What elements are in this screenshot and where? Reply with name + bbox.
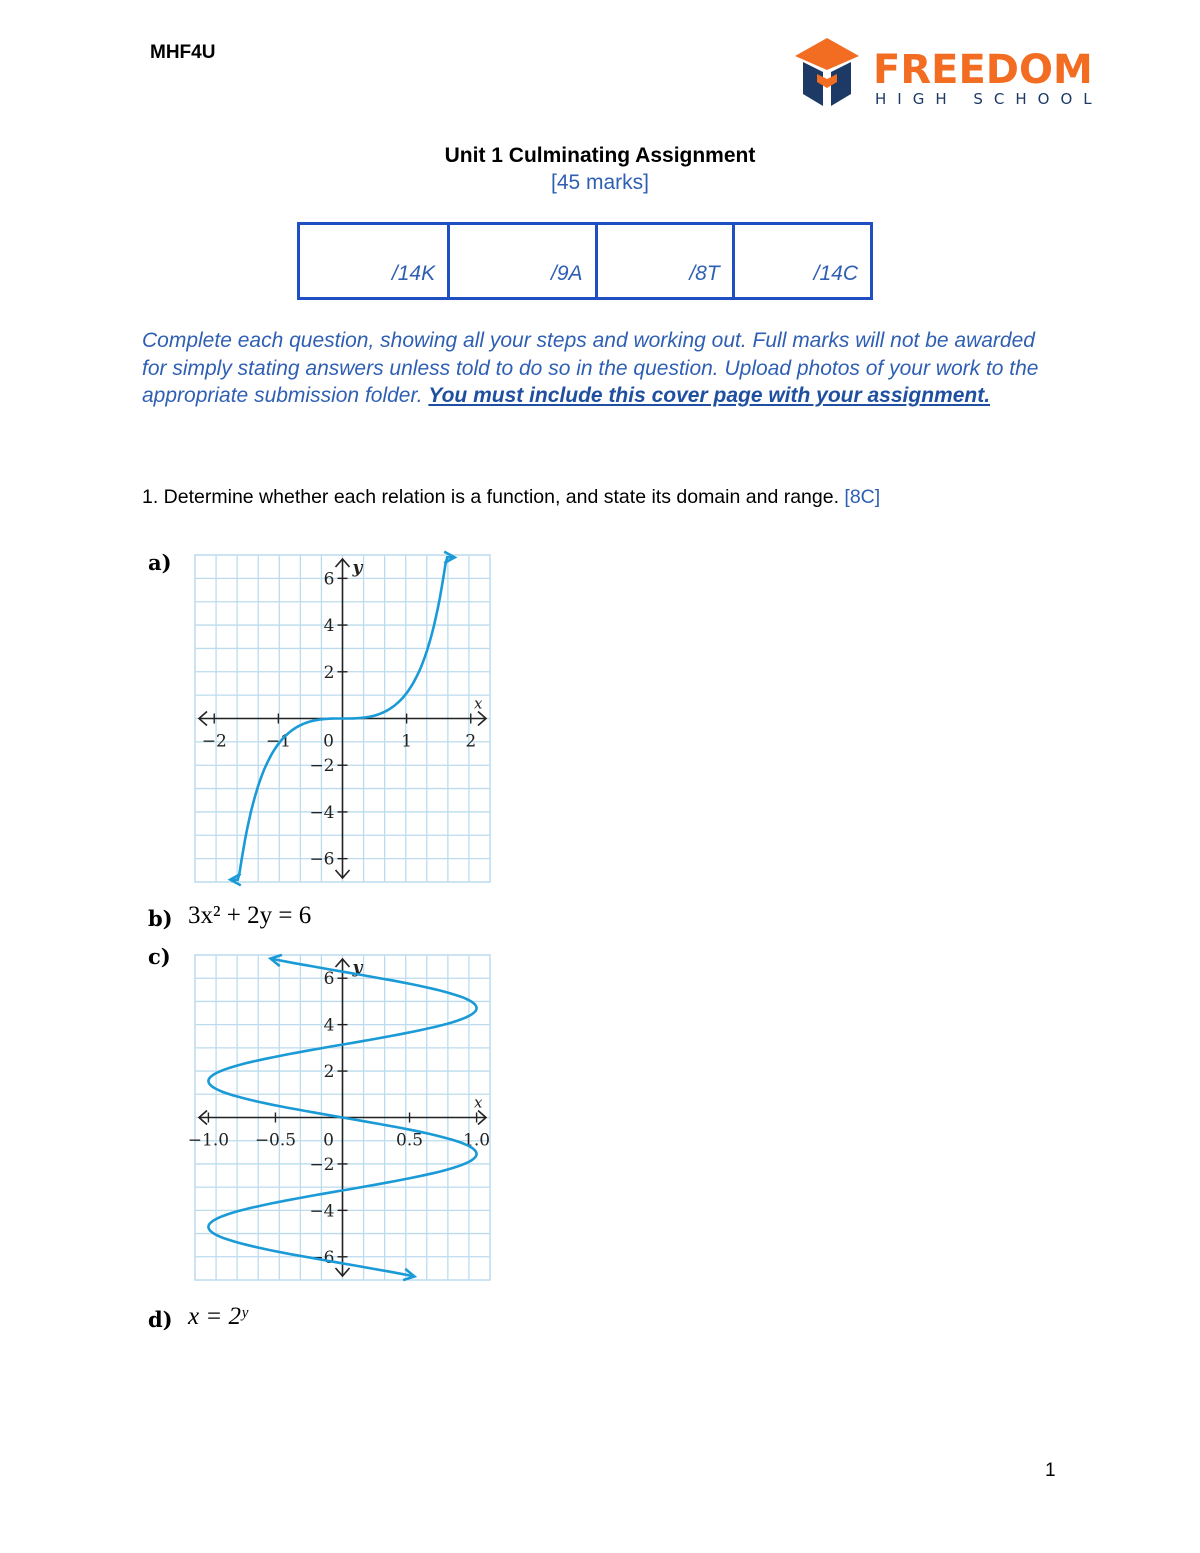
page-number: 1 bbox=[1045, 1460, 1056, 1481]
x-tick-label: −1 bbox=[265, 731, 291, 752]
x-tick-label: 0 bbox=[323, 731, 334, 752]
y-tick-label: 4 bbox=[323, 616, 335, 637]
freedom-logo-icon bbox=[795, 36, 1103, 108]
total-marks: [45 marks] bbox=[550, 171, 650, 194]
instructions bbox=[142, 327, 1057, 410]
x-tick-label: 0.5 bbox=[396, 1130, 424, 1151]
y-tick-label: −6 bbox=[309, 1247, 335, 1268]
y-tick-label: 4 bbox=[323, 1015, 335, 1036]
marks-knowledge: /14K bbox=[299, 224, 449, 299]
x-axis-label: x bbox=[474, 694, 483, 713]
part-b-equation: 3x² + 2y = 6 bbox=[188, 902, 312, 929]
assignment-title: Unit 1 Culminating Assignment bbox=[444, 144, 756, 167]
x-tick-label: −0.5 bbox=[254, 1130, 297, 1151]
logo-name: FREEDOM bbox=[873, 47, 1093, 93]
question-1-marks: [8C] bbox=[844, 486, 881, 508]
x-tick-label: 1.0 bbox=[463, 1130, 491, 1151]
graph-c bbox=[187, 950, 495, 1285]
y-tick-label: −2 bbox=[309, 1154, 335, 1175]
y-tick-label: 6 bbox=[323, 969, 335, 990]
instructions-text: Complete each question, showing all your steps and working out. Full marks will not be awarded for simply stating answers unless told to do so in the question. Upload photos of your work to the appropriate submission folder. bbox=[142, 329, 1039, 407]
y-tick-label: 2 bbox=[323, 662, 335, 683]
x-tick-label: 1 bbox=[401, 731, 413, 752]
part-c-label: c) bbox=[148, 944, 171, 969]
course-code: MHF4U bbox=[150, 42, 216, 63]
y-tick-label: −6 bbox=[309, 849, 335, 870]
school-logo bbox=[795, 36, 1103, 108]
part-a-label: a) bbox=[148, 550, 172, 575]
y-tick-label: −2 bbox=[309, 756, 335, 777]
x-tick-label: 2 bbox=[465, 731, 477, 752]
marks-application: /9A bbox=[449, 224, 597, 299]
part-d-equation: x = 2ʸ bbox=[188, 1303, 248, 1330]
y-tick-label: −4 bbox=[309, 1201, 335, 1222]
x-tick-label: −1.0 bbox=[187, 1130, 230, 1151]
x-tick-label: −2 bbox=[201, 731, 227, 752]
marks-thinking: /8T bbox=[596, 224, 733, 299]
part-d-label: d) bbox=[148, 1307, 173, 1332]
x-tick-label: 0 bbox=[323, 1130, 334, 1151]
instructions-emphasis: You must include this cover page with your assignment. bbox=[428, 384, 991, 407]
part-b-label: b) bbox=[148, 906, 173, 931]
graph-a bbox=[190, 550, 495, 887]
y-tick-label: −4 bbox=[309, 802, 335, 823]
marks-communication: /14C bbox=[733, 224, 871, 299]
marks-table bbox=[297, 222, 873, 300]
x-axis-label: x bbox=[474, 1093, 483, 1112]
y-axis-label: y bbox=[352, 558, 363, 578]
y-axis-label: y bbox=[352, 958, 363, 978]
question-1-text: 1. Determine whether each relation is a function, and state its domain and range. bbox=[142, 486, 839, 508]
y-tick-label: 6 bbox=[323, 569, 335, 590]
logo-subtitle: HIGH SCHOOL bbox=[875, 90, 1103, 108]
question-1 bbox=[142, 486, 880, 509]
y-tick-label: 2 bbox=[323, 1062, 335, 1083]
